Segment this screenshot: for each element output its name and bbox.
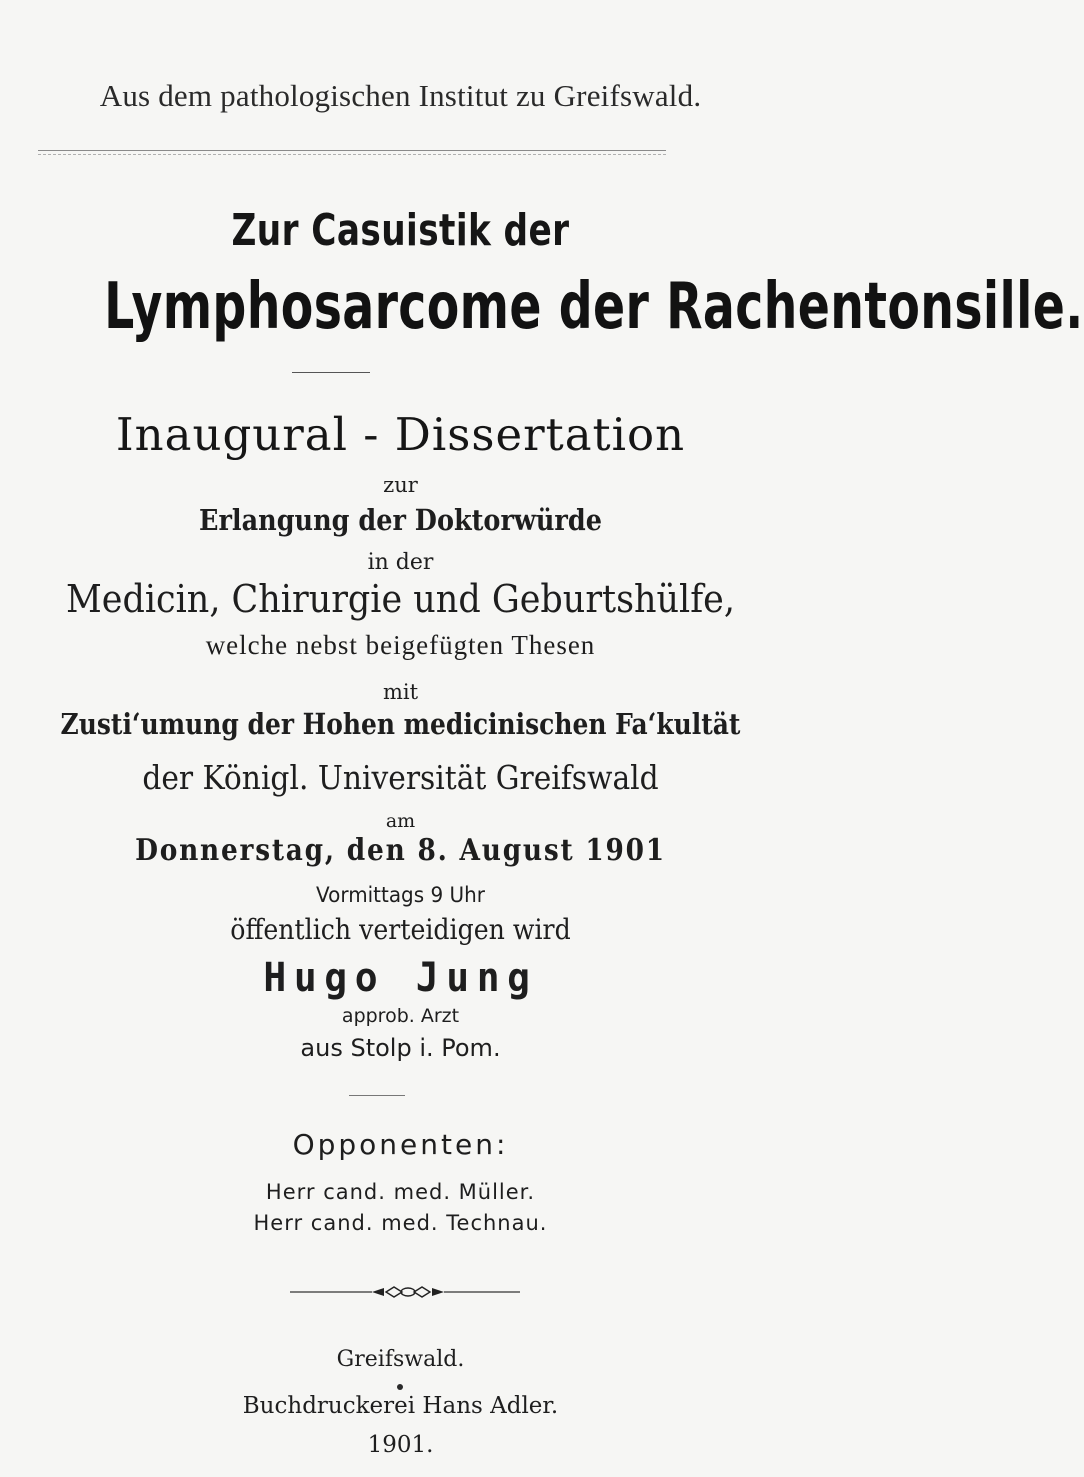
opponents-heading: Opponenten: (292, 1128, 509, 1161)
author-title: approb. Arzt (341, 1005, 460, 1027)
title-line-2: Lymphosarcome der Rachentonsille. (104, 270, 1084, 344)
theses-text: welche nebst beigefügten Thesen (205, 630, 596, 660)
defense-statement: öffentlich verteidigen wird (230, 913, 571, 946)
opponent-1: Herr cand. med. Müller. (265, 1180, 536, 1204)
imprint-city: Greifswald. (336, 1347, 465, 1372)
institute-line: Aus dem pathologischen Institut zu Greifswald. (99, 78, 702, 113)
header-rule (38, 150, 666, 151)
mit-text: mit (382, 680, 419, 704)
in-der-text: in der (367, 550, 434, 575)
imprint-printer: Buchdruckerei Hans Adler. (242, 1393, 559, 1419)
author-name: Hugo Jung (263, 955, 538, 1001)
imprint-year: 1901. (367, 1432, 434, 1458)
ornament-divider-icon (290, 1284, 520, 1300)
title-divider (292, 372, 370, 373)
defense-time: Vormittags 9 Uhr (316, 883, 485, 907)
zur-text: zur (383, 473, 418, 497)
faculty-subjects: Medicin, Chirurgie und Geburtshülfe, (65, 577, 735, 621)
title-line-1: Zur Casuistik der (231, 205, 570, 256)
header-rule-secondary (38, 154, 666, 155)
author-origin: aus Stolp i. Pom. (300, 1034, 501, 1062)
opponent-2: Herr cand. med. Technau. (253, 1211, 548, 1235)
author-divider (349, 1095, 405, 1096)
erlangung-text: Erlangung der Doktorwürde (199, 503, 602, 537)
university-name: der Königl. Universität Greifswald (142, 758, 659, 797)
defense-date: Donnerstag, den 8. August 1901 (135, 833, 666, 868)
bullet-dot-icon (397, 1384, 403, 1390)
am-text: am (385, 810, 416, 832)
approval-text: Zusti‘umung der Hohen medicinischen Fa‘kultät (60, 707, 741, 741)
dissertation-heading: Inaugural - Dissertation (115, 408, 686, 461)
